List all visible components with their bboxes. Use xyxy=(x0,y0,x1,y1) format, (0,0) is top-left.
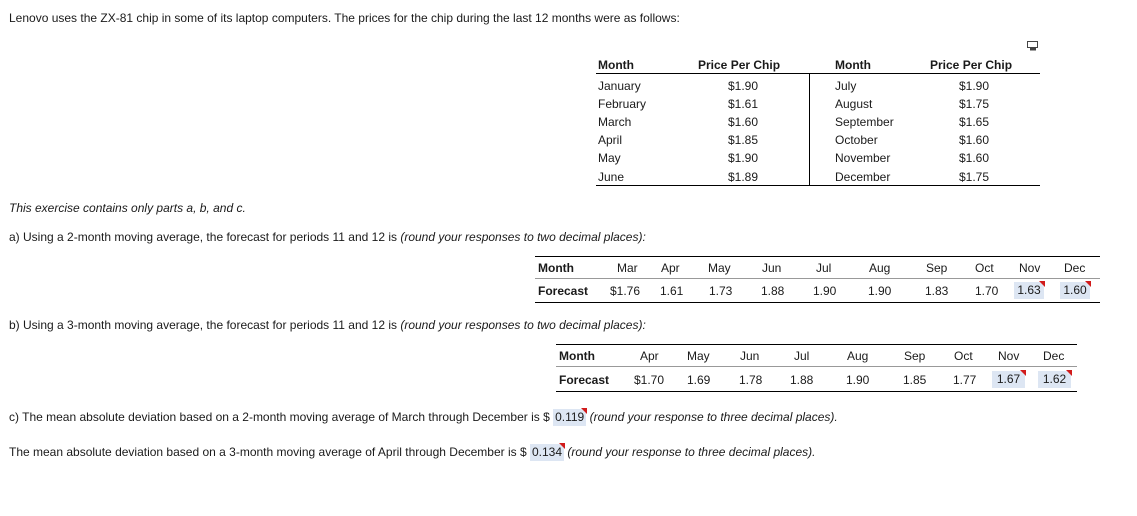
part-b-forecast: 1.77 xyxy=(953,373,977,387)
part-b-row-divider xyxy=(556,366,1077,367)
incorrect-flag-icon xyxy=(581,408,587,414)
part-b-month: Nov xyxy=(998,349,1020,363)
part-b-forecast: 1.69 xyxy=(687,373,711,387)
exercise-note: This exercise contains only parts a, b, and c. xyxy=(9,201,246,215)
month-cell: January xyxy=(598,79,641,93)
part-c-mad2-prefix: c) The mean absolute deviation based on a 2-month moving average of March through December is $ xyxy=(9,410,550,424)
part-a-forecast: 1.90 xyxy=(813,284,837,298)
header-divider xyxy=(596,73,1040,74)
col-header-price-left: Price Per Chip xyxy=(698,58,781,72)
month-cell: November xyxy=(835,151,891,165)
part-a-month: May xyxy=(708,261,731,275)
mad-3-month-value: 0.134 xyxy=(531,445,563,459)
incorrect-flag-icon xyxy=(559,443,565,449)
part-a-answer-dec[interactable] xyxy=(1060,282,1090,299)
incorrect-flag-icon xyxy=(1085,281,1091,287)
month-cell: September xyxy=(835,115,894,129)
part-a-answer-value: 1.63 xyxy=(1017,283,1041,297)
part-a-row-divider xyxy=(535,278,1100,279)
part-a-month: Aug xyxy=(869,261,891,275)
price-cell: $1.75 xyxy=(959,97,990,111)
part-b-month: Aug xyxy=(847,349,869,363)
price-cell: $1.90 xyxy=(728,151,759,165)
part-b-forecast: 1.88 xyxy=(790,373,814,387)
part-b-month: May xyxy=(687,349,710,363)
price-cell: $1.60 xyxy=(959,133,990,147)
intro-text: Lenovo uses the ZX-81 chip in some of its laptop computers. The prices for the chip during the last 12 months were as follows: xyxy=(9,11,680,25)
part-a-forecast-label: Forecast xyxy=(538,284,589,298)
part-a-month: Oct xyxy=(975,261,994,275)
price-cell: $1.65 xyxy=(959,115,990,129)
price-cell: $1.85 xyxy=(728,133,759,147)
month-cell: February xyxy=(598,97,647,111)
part-c-line2 xyxy=(9,444,816,461)
part-b-month: Oct xyxy=(954,349,973,363)
part-a-forecast: 1.73 xyxy=(709,284,733,298)
price-cell: $1.60 xyxy=(959,151,990,165)
part-a-month: Jun xyxy=(762,261,782,275)
col-header-month-right: Month xyxy=(835,58,871,72)
price-cell: $1.90 xyxy=(959,79,990,93)
part-b-forecast: 1.85 xyxy=(903,373,927,387)
incorrect-flag-icon xyxy=(1066,370,1072,376)
part-b-month: Apr xyxy=(640,349,659,363)
month-cell: July xyxy=(835,79,857,93)
part-c-mad3-prefix: The mean absolute deviation based on a 3-month moving average of April through December is $ xyxy=(9,445,527,459)
month-cell: April xyxy=(598,133,623,147)
table-center-divider xyxy=(809,73,810,185)
copy-icon[interactable] xyxy=(1027,40,1039,50)
price-cell: $1.60 xyxy=(728,115,759,129)
part-c-mad3-hint: (round your response to three decimal places). xyxy=(567,445,816,459)
part-b-bottom-border xyxy=(556,391,1077,392)
part-b-hint: (round your responses to two decimal places): xyxy=(400,318,646,332)
part-b-month-label: Month xyxy=(559,349,595,363)
month-cell: December xyxy=(835,170,891,184)
part-a-forecast: $1.76 xyxy=(610,284,641,298)
part-a-forecast: 1.70 xyxy=(975,284,999,298)
part-a-forecast: 1.61 xyxy=(660,284,684,298)
part-b-forecast: 1.78 xyxy=(739,373,763,387)
part-b-top-border xyxy=(556,344,1077,345)
part-a-forecast: 1.88 xyxy=(761,284,785,298)
mad-2-month-answer[interactable] xyxy=(553,409,586,426)
price-cell: $1.89 xyxy=(728,170,759,184)
table-bottom-border xyxy=(596,185,1040,186)
part-a-answer-nov[interactable] xyxy=(1014,282,1044,299)
month-cell: October xyxy=(835,133,878,147)
part-a-month: Apr xyxy=(661,261,680,275)
part-b-month: Sep xyxy=(904,349,926,363)
month-cell: June xyxy=(598,170,625,184)
part-a-prompt xyxy=(9,230,646,244)
mad-3-month-answer[interactable] xyxy=(530,444,564,461)
part-b-answer-value: 1.67 xyxy=(996,372,1021,386)
part-b-month: Jul xyxy=(794,349,810,363)
part-a-bottom-border xyxy=(535,302,1100,303)
mad-2-month-value: 0.119 xyxy=(555,410,585,424)
part-b-answer-nov[interactable] xyxy=(992,371,1025,388)
part-a-top-border xyxy=(535,256,1100,257)
part-b-forecast: 1.90 xyxy=(846,373,870,387)
incorrect-flag-icon xyxy=(1039,281,1045,287)
month-cell: August xyxy=(835,97,873,111)
part-a-month: Jul xyxy=(816,261,832,275)
part-b-month: Jun xyxy=(740,349,760,363)
month-cell: March xyxy=(598,115,632,129)
part-b-prompt xyxy=(9,318,646,332)
month-cell: May xyxy=(598,151,621,165)
part-a-month: Dec xyxy=(1064,261,1086,275)
part-c-line1 xyxy=(9,409,838,426)
part-b-forecast-label: Forecast xyxy=(559,373,610,387)
part-a-hint: (round your responses to two decimal places): xyxy=(400,230,646,244)
price-cell: $1.61 xyxy=(728,97,759,111)
incorrect-flag-icon xyxy=(1020,370,1026,376)
price-cell: $1.90 xyxy=(728,79,759,93)
part-b-question: b) Using a 3-month moving average, the forecast for periods 11 and 12 is xyxy=(9,318,397,332)
part-b-month: Dec xyxy=(1043,349,1065,363)
part-a-answer-value: 1.60 xyxy=(1063,283,1087,297)
part-a-forecast: 1.83 xyxy=(925,284,949,298)
part-a-question: a) Using a 2-month moving average, the forecast for periods 11 and 12 is xyxy=(9,230,397,244)
part-c-mad2-hint: (round your response to three decimal places). xyxy=(589,410,838,424)
part-b-answer-value: 1.62 xyxy=(1042,372,1067,386)
col-header-price-right: Price Per Chip xyxy=(930,58,1013,72)
part-a-month: Mar xyxy=(617,261,638,275)
part-a-month-label: Month xyxy=(538,261,574,275)
part-b-answer-dec[interactable] xyxy=(1038,371,1071,388)
part-a-month: Nov xyxy=(1019,261,1041,275)
part-a-forecast: 1.90 xyxy=(868,284,892,298)
col-header-month-left: Month xyxy=(598,58,634,72)
price-cell: $1.75 xyxy=(959,170,990,184)
part-b-forecast: $1.70 xyxy=(634,373,665,387)
part-a-month: Sep xyxy=(926,261,948,275)
